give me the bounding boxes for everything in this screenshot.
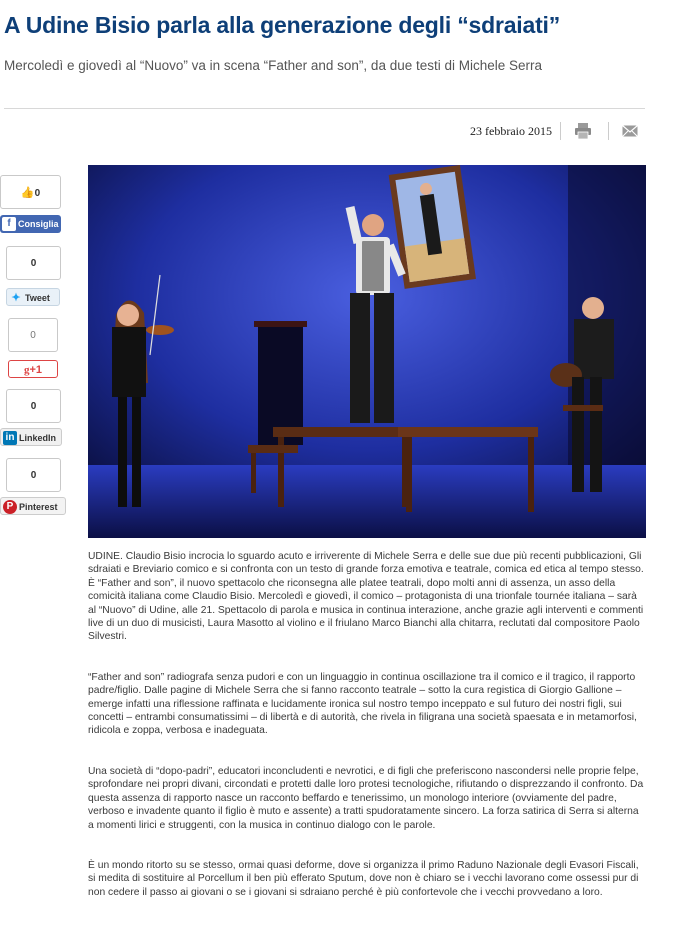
facebook-icon: f <box>2 217 16 231</box>
twitter-icon: ✦ <box>11 292 21 304</box>
stage-photo <box>88 165 646 538</box>
linkedin-button[interactable] <box>0 428 62 446</box>
tweet-count: 0 <box>30 258 37 269</box>
linkedin-label: LinkedIn <box>19 433 57 443</box>
mail-icon[interactable] <box>622 124 638 138</box>
linkedin-count-box <box>6 389 61 423</box>
divider <box>560 122 561 140</box>
article-paragraph: È un mondo ritorto su se stesso, ormai quasi deforme, dove si organizza il primo Raduno Nazionale degli Evasori Fiscali, si medita di sostituire al Porcellum il ben più efferato Sputum, dove non è chiaro se i vecchi lavorano come ossessi pur di non cedere il passo ai giovani o se i giovani si sdraiano perché è più confortevole che i vecchi provvedano a loro. <box>88 859 639 898</box>
linkedin-count: 0 <box>30 401 37 412</box>
tweet-label: Tweet <box>25 293 50 303</box>
article-subtitle: Mercoledì e giovedì al “Nuovo” va in scena “Father and son”, da due testi di Michele Serra <box>4 58 543 73</box>
divider <box>4 108 645 109</box>
like-count: 0 <box>34 188 41 199</box>
pinterest-label: Pinterest <box>19 502 58 512</box>
article-title: A Udine Bisio parla alla generazione degli “sdraiati” <box>4 12 561 38</box>
like-count-box[interactable] <box>0 175 61 209</box>
pinterest-icon: P <box>3 500 17 514</box>
article-paragraph: UDINE. Claudio Bisio incrocia lo sguardo acuto e irriverente di Michele Serra e delle sue due più recenti pubblicazioni, Gli sdraiati e Breviario comico e si confronta con un testo di grande forza emotiva e teatrale, comica ed etica al tempo stesso. È “Father and son”, il nuovo spettacolo che riconsegna alle platee teatrali, dopo molti anni di assenza, un asso della comicità italiana come Claudio Bisio. Mercoledì e giovedì, il comico – protagonista di una trionfale tournée italiana – sarà al “Nuovo” di Udine, alle 21. Spettacolo di parola e musica in continua interazione, anche grazie agli interventi e commenti live di un duo di musicisti, Laura Masotto al violino e il friulano Marco Bianchi alla chitarra, reclutati dal compositore Paolo Silvestri. <box>88 551 644 643</box>
pinterest-count: 0 <box>30 470 37 481</box>
tweet-count-box <box>6 246 61 280</box>
linkedin-icon: in <box>3 431 17 445</box>
pinterest-count-box <box>6 458 61 492</box>
facebook-recommend-button[interactable] <box>0 215 61 233</box>
gplus-count: 0 <box>30 330 36 341</box>
article-date: 23 febbraio 2015 <box>470 124 552 138</box>
article-body <box>88 550 644 926</box>
tweet-button[interactable] <box>6 288 60 306</box>
divider <box>608 122 609 140</box>
gplus-button[interactable] <box>8 360 58 378</box>
print-icon[interactable] <box>574 122 592 140</box>
article-meta-bar <box>0 118 678 144</box>
gplus-icon: g <box>23 364 30 376</box>
thumbs-up-icon: 👍 <box>20 187 35 199</box>
share-sidebar <box>0 0 62 939</box>
article-paragraph: Una società di “dopo-padri”, educatori inconcludenti e nevrotici, e di figli che preferiscono nascondersi nelle proprie felpe, sprofondare nei propri divani, circondati e protetti dalle loro protesi tecnologiche, rifiutando o disprezzando il confronto. Da questa assenza di rapporto nasce un racconto beffardo e tenerissimo, un monologo interiore (ovviamente del padre, verboso e invadente quanto il figlio è muto e assente) a tratti spudoratamente sincero. La forza satirica di Serra si alterna a momenti lirici e struggenti, con la musica in continuo dialogo con le parole. <box>88 765 644 831</box>
facebook-label: Consiglia <box>18 219 59 229</box>
gplus-count-box <box>8 318 58 352</box>
gplus-label: +1 <box>29 364 43 376</box>
pinterest-button[interactable] <box>0 497 66 515</box>
article-paragraph: “Father and son” radiografa senza pudori e con un linguaggio in continua oscillazione tra il comico e il tragico, il rapporto padre/figlio. Dalle pagine di Michele Serra che si fanno racconto teatrale – sotto la cura registica di Giorgio Gallione – emerge infatti una riflessione raffinata e lucidamente ironica sul nostro tempo inceppato e sul futuro dei nostri figli, sui concetti – entrambi consumatissimi – di libertà e di autorità, che rivela in filigrana una società spaesata e in metamorfosi, ridicola e zoppa, verbosa e inadeguata. <box>88 671 637 737</box>
